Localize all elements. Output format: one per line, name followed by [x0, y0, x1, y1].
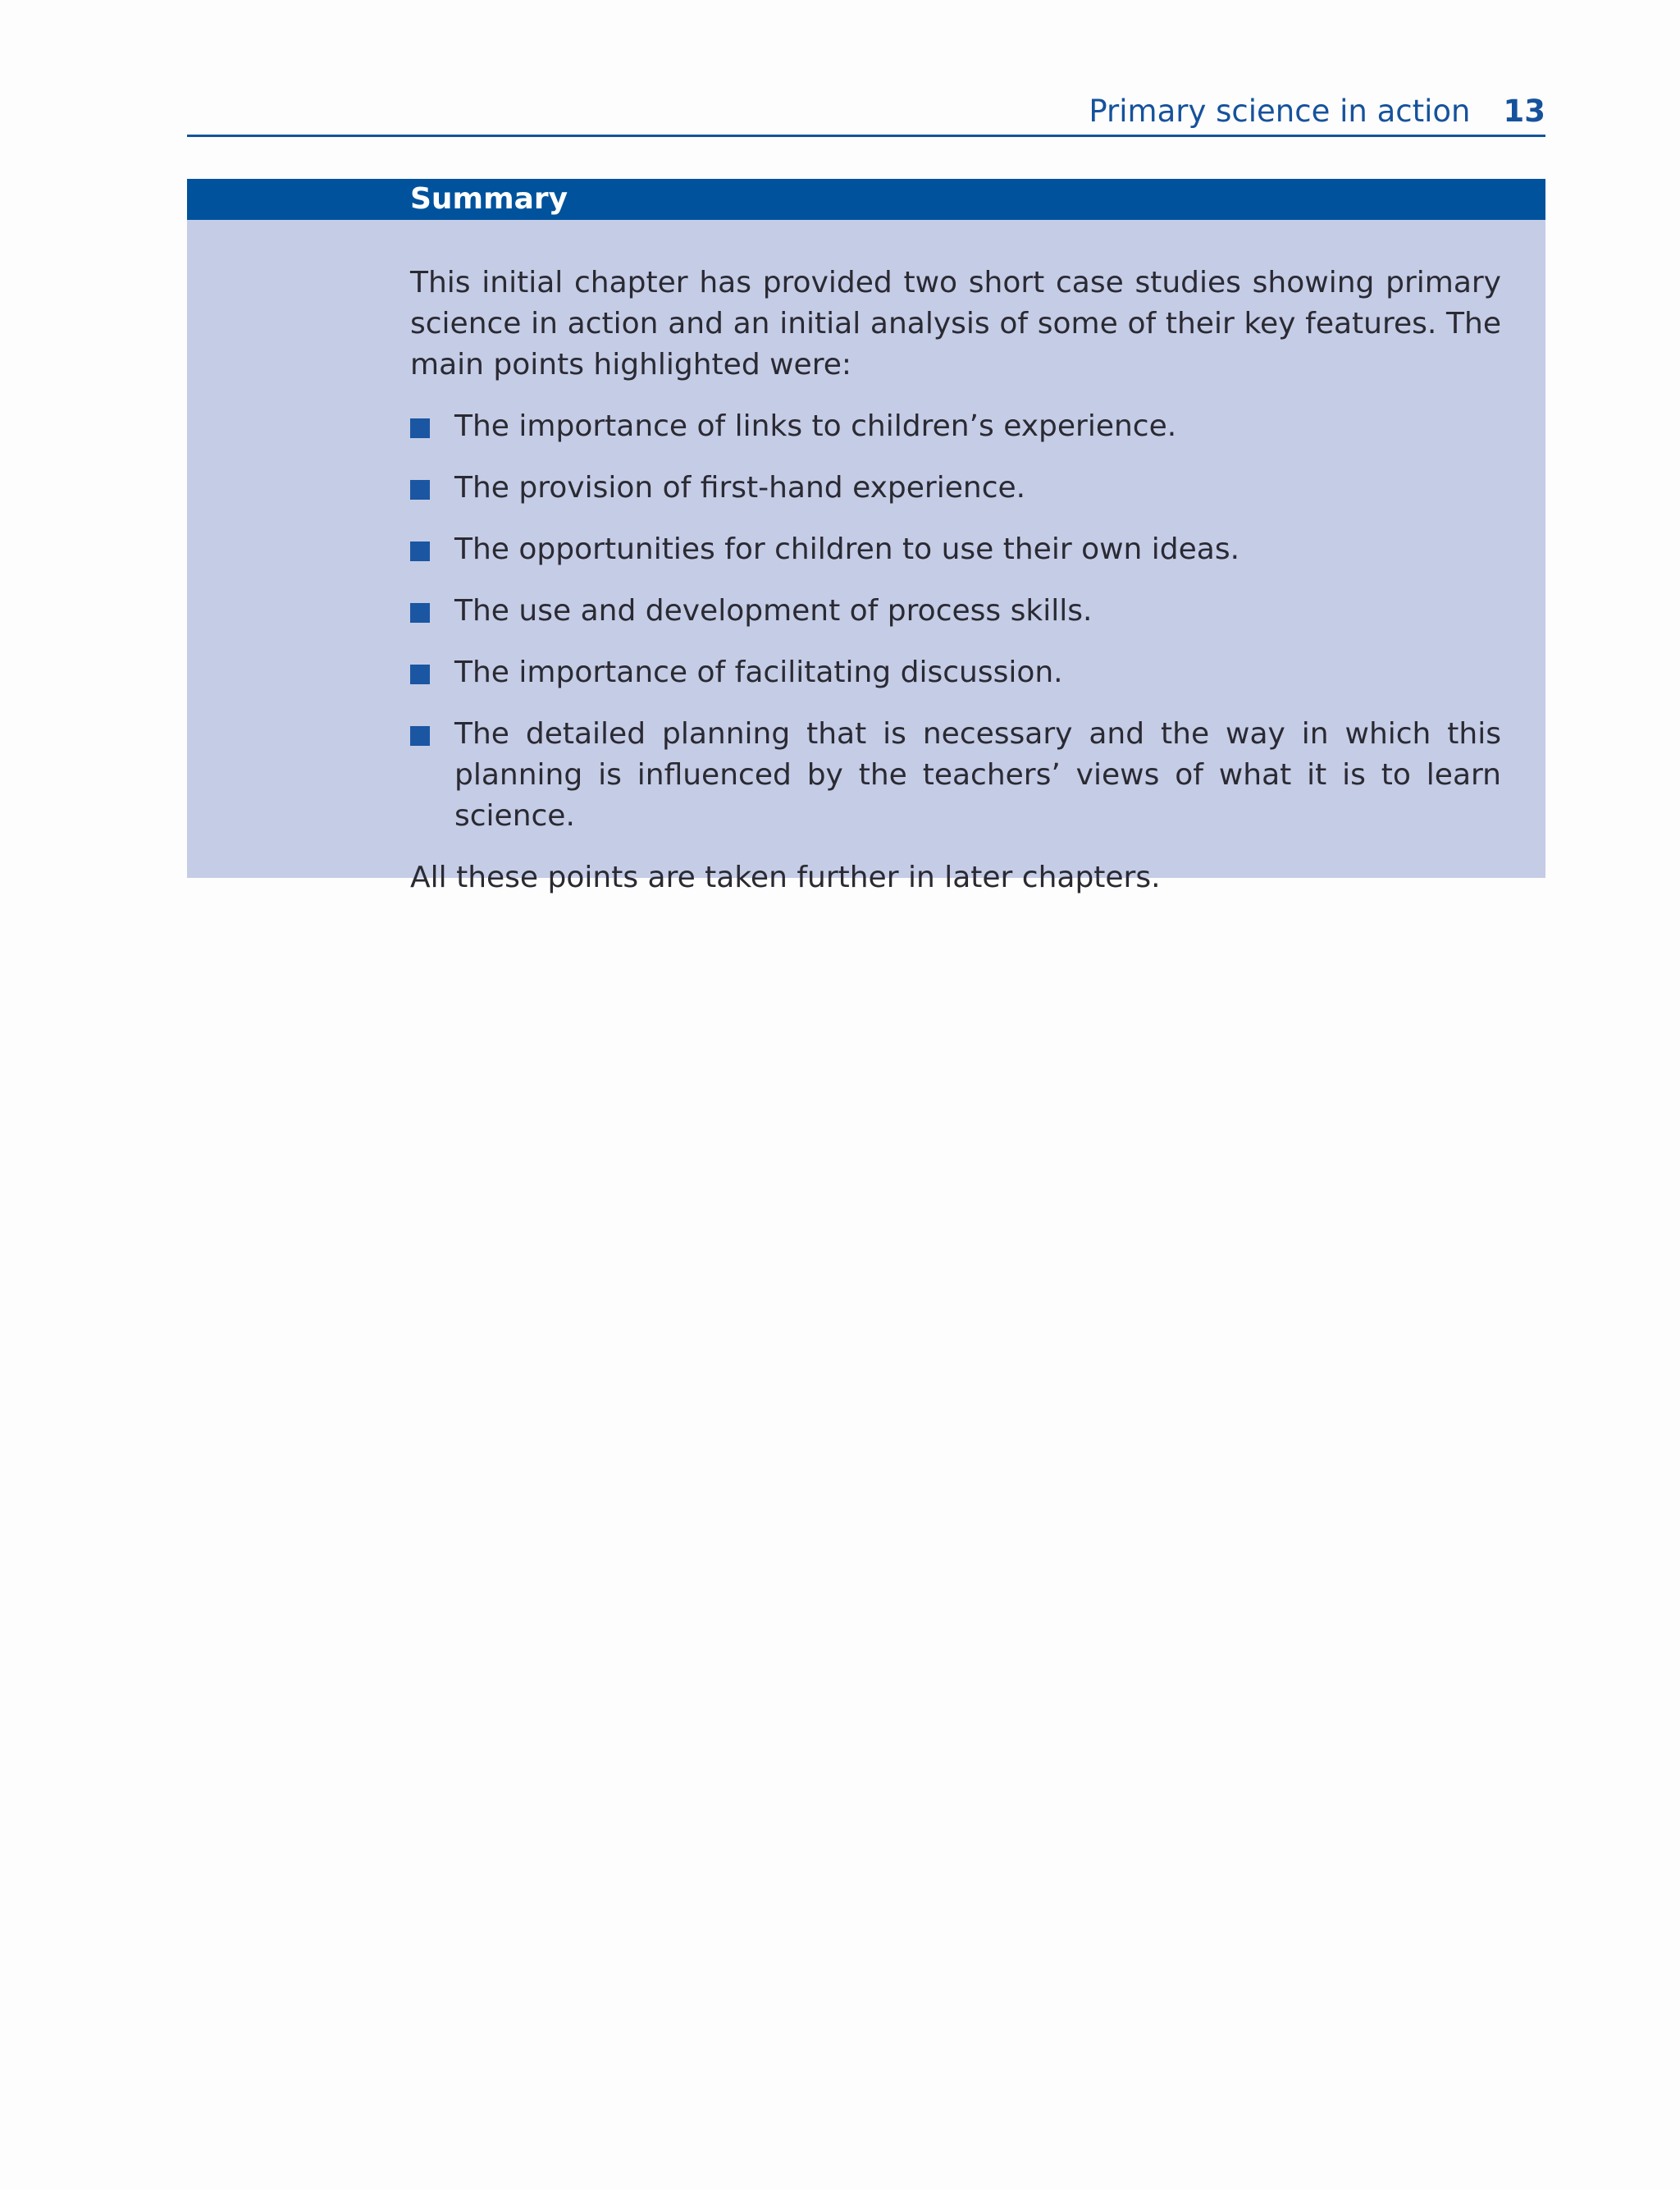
summary-point	[410, 406, 1501, 447]
summary-point	[410, 652, 1501, 693]
square-bullet-icon	[410, 542, 430, 561]
running-header	[187, 89, 1545, 137]
summary-point-text: The opportunities for children to use their own ideas.	[454, 532, 1240, 566]
square-bullet-icon	[410, 726, 430, 746]
summary-point-text: The importance of links to children’s experience.	[454, 409, 1177, 443]
square-bullet-icon	[410, 603, 430, 623]
summary-box	[187, 179, 1545, 894]
summary-point-text: The use and development of process skills.	[454, 594, 1093, 628]
square-bullet-icon	[410, 480, 430, 500]
summary-points	[410, 406, 1501, 837]
summary-intro: This initial chapter has provided two short case studies showing primary science in action and an initial analysis of some of their key features. The main points highlighted were:	[410, 266, 1501, 382]
summary-point-text: The detailed planning that is necessary and the way in which this planning is influenced by the teachers’ views of what it is to learn science.	[454, 717, 1501, 833]
summary-heading: Summary	[410, 182, 568, 216]
summary-point	[410, 529, 1501, 570]
summary-point	[410, 468, 1501, 509]
running-title: Primary science in action	[1089, 94, 1471, 129]
summary-point-text: The importance of facilitating discussion.	[454, 656, 1063, 689]
summary-body	[410, 263, 1501, 898]
summary-closing: All these points are taken further in later chapters.	[410, 861, 1161, 894]
summary-point	[410, 714, 1501, 837]
summary-point-text: The provision of first-hand experience.	[454, 471, 1026, 505]
summary-heading-bar	[187, 179, 1545, 220]
square-bullet-icon	[410, 418, 430, 438]
page-number: 13	[1503, 94, 1545, 129]
square-bullet-icon	[410, 665, 430, 684]
summary-point	[410, 591, 1501, 632]
